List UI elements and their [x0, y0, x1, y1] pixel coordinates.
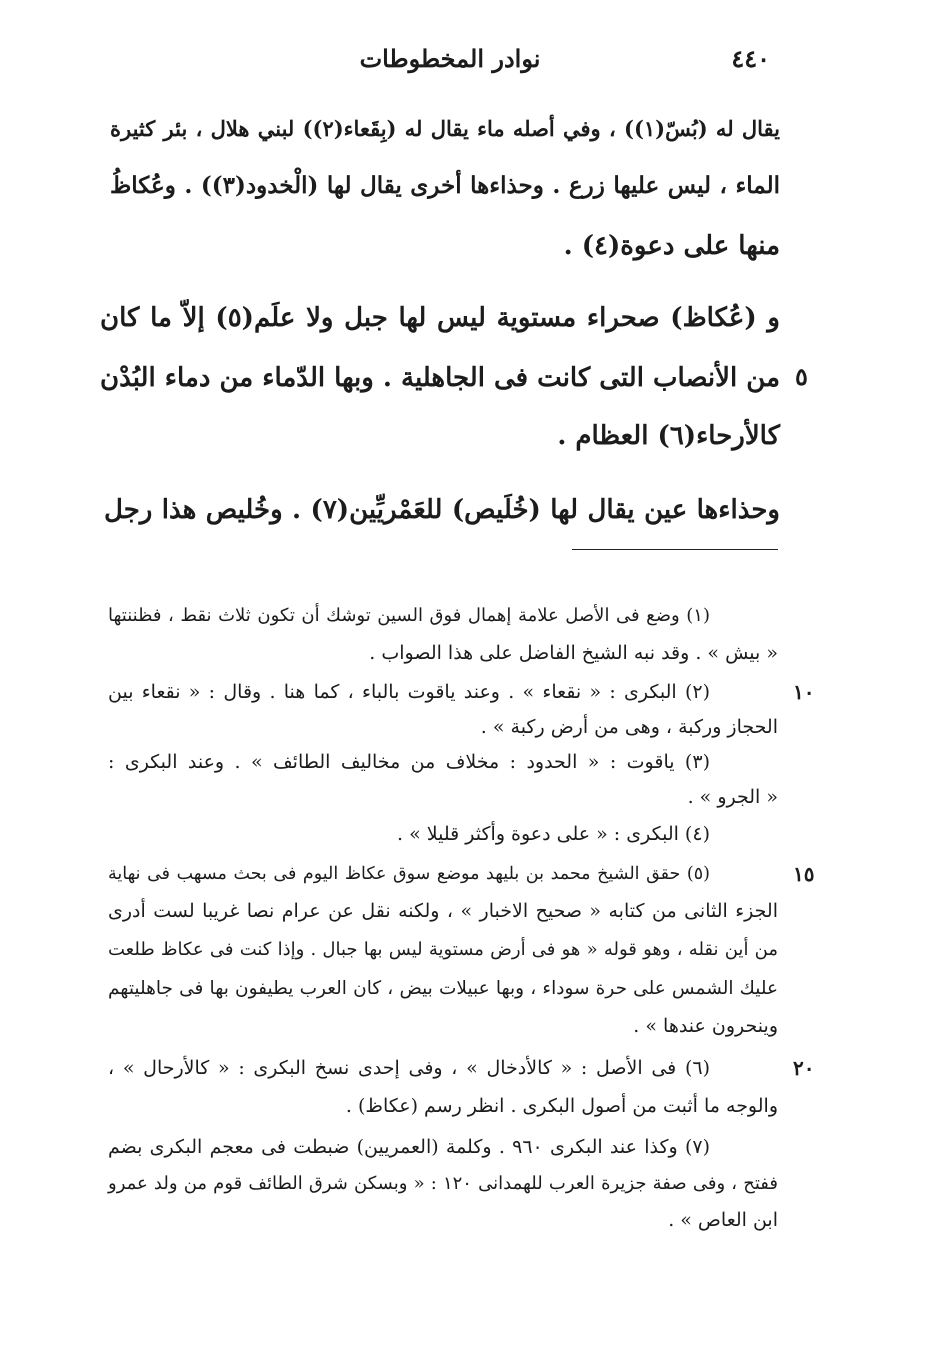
- footnote-separator: [572, 549, 778, 550]
- footnote-line: (٤) البكرى : « على دعوة وأكثر قليلا » .: [397, 823, 710, 845]
- running-title: نوادر المخطوطات: [359, 44, 541, 73]
- body-line: الماء ، ليس عليها زرع . وحذاءها أخرى يقال لها (الْخدود(٣)) . وعُكاظُ: [110, 172, 780, 199]
- footnote-line: والوجه ما أثبت من أصول البكرى . انظر رسم (عكاظ) .: [345, 1095, 778, 1117]
- body-line: وحذاءها عين يقال لها (خُلَيص) للعَمْريِّين(٧) . وخُليص هذا رجل: [104, 495, 780, 525]
- footnote-line: « بيش » . وقد نبه الشيخ الفاضل على هذا الصواب .: [369, 642, 778, 664]
- body-line: يقال له (بُسّ(١)) ، وفي أصله ماء يقال له (بِقَعاء(٢)) لبني هلال ، بئر كثيرة: [110, 116, 780, 141]
- footnote-line: الجزء الثانى من كتابه « صحيح الاخبار » ، ولكنه نقل عن عرام نصا غريبا لست أدرى: [108, 900, 778, 922]
- body-line: كالأرحاء(٦) العظام .: [557, 421, 780, 451]
- page-header: [100, 40, 800, 80]
- footnote-line: عليك الشمس على حرة سوداء ، وبها عبيلات بيض ، كان العرب يطيفون بها فى جاهليتهم: [108, 978, 778, 999]
- footnote-line: ففتح ، وفى صفة جزيرة العرب للهمدانى ١٢٠ : « وبسكن شرق الطائف قوم من ولد عمرو: [108, 1173, 778, 1194]
- margin-line-number: ٢٠: [793, 1056, 815, 1080]
- body-line: و (عُكاظ) صحراء مستوية ليس لها جبل ولا علَم(٥) إلاّ ما كان: [100, 303, 780, 333]
- footnote-line: ابن العاص » .: [668, 1209, 778, 1231]
- footnote-line: الحجاز وركبة ، وهى من أرض ركبة » .: [480, 716, 778, 738]
- footnote-line: (٣) ياقوت : « الحدود : مخلاف من مخاليف الطائف » . وعند البكرى :: [108, 751, 710, 773]
- footnote-line: (٥) حقق الشيخ محمد بن بليهد موضع سوق عكاظ اليوم فى بحث مسهب فى نهاية: [108, 864, 710, 884]
- margin-line-number: ١٠: [793, 680, 815, 704]
- footnote-line: (٦) فى الأصل : « كالأدخال » ، وفى إحدى نسخ البكرى : « كالأرحال » ،: [108, 1057, 710, 1079]
- body-line: من الأنصاب التى كانت فى الجاهلية . وبها الدّماء من دماء البُدْن: [99, 363, 780, 393]
- footnote-line: وينحرون عندها » .: [633, 1015, 778, 1037]
- body-line: منها على دعوة(٤) .: [563, 231, 780, 261]
- footnote-line: (٧) وكذا عند البكرى ٩٦٠ . وكلمة (العمريين) ضبطت فى معجم البكرى بضم: [108, 1136, 710, 1158]
- margin-line-number: ٥: [795, 362, 808, 391]
- footnote-line: (٢) البكرى : « نقعاء » . وعند ياقوت بالباء ، كما هنا . وقال : « نقعاء بين: [108, 681, 710, 703]
- footnote-line: « الجرو » .: [687, 786, 778, 808]
- footnote-line: من أين نقله ، وهو قوله « هو فى أرض مستوية ليس بها جبال . وإذا كنت فى عكاظ طلعت: [108, 939, 778, 960]
- footnote-line: (١) وضع فى الأصل علامة إهمال فوق السين توشك أن تكون ثلاث نقط ، فظننتها: [108, 605, 710, 626]
- margin-line-number: ١٥: [793, 862, 815, 886]
- page-number: ٤٤٠: [731, 44, 770, 73]
